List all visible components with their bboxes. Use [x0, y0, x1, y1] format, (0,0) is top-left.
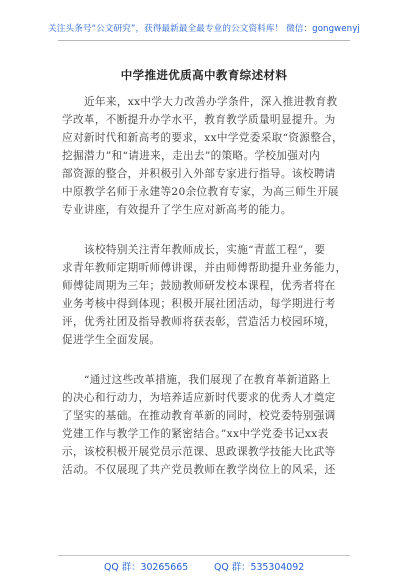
footer-qq-group-1: QQ 群：30265665 — [104, 562, 189, 573]
body-line: 近年来，xx中学大力改善办学条件，深入推进教育教 — [84, 96, 338, 108]
body-line: 示，该校积极开展党员示范课、思政课教学技能大比武等 — [62, 446, 336, 458]
body-line: 活动。不仅展现了共产党员教师在教学岗位上的风采，还 — [62, 464, 336, 476]
body-line: 业务考核中得到体现；积极开展社团活动，每学期进行考 — [62, 298, 336, 310]
body-line: 中原教学名师于永建等20余位教育专家，为高三师生开展 — [62, 186, 339, 198]
body-line: 的决心和行动力，为培养适应新时代要求的优秀人才奠定 — [62, 392, 336, 404]
body-line: 了坚实的基础。在推动教育革新的同时，校党委特别强调 — [62, 410, 336, 422]
body-line: 求青年教师定期听师傅讲课，并由师傅帮助提升业务能力， — [62, 262, 347, 274]
body-line: 学改革，不断提升办学水平，教育教学质量明显提升。为 — [62, 114, 336, 126]
body-line: 专业讲座，有效提升了学生应对新高考的能力。 — [62, 204, 292, 216]
footer-divider — [58, 555, 350, 556]
body-line: 应对新时代和新高考的要求，xx中学党委采取“资源整合， — [62, 132, 344, 144]
footer-qq-group-2: QQ 群：535304092 — [214, 562, 305, 573]
body-line: 党建工作与教学工作的紧密结合。”xx中学党委书记xx表 — [62, 428, 329, 440]
body-line: 促进学生全面发展。 — [62, 334, 161, 346]
body-line: 评，优秀社团及指导教师将获表彰，营造活力校园环境， — [62, 316, 336, 328]
body-line: 挖掘潜力”和“请进来，走出去”的策略。学校加强对内 — [62, 150, 321, 162]
header-divider — [58, 40, 350, 41]
body-line: 该校特别关注青年教师成长，实施“青蓝工程”，要 — [84, 244, 326, 256]
body-line: 部资源的整合，并积极引入外部专家进行指导。该校聘请 — [62, 168, 336, 180]
body-line: “通过这些改革措施，我们展现了在教育革新道路上 — [84, 374, 331, 386]
body-line: 师傅徒周期为三年；鼓励教师研发校本课程，优秀者将在 — [62, 280, 336, 292]
header-notice: 关注头条号“公文研究”，获得最新最全最专业的公文资料库！ 微信：gongwenyj — [48, 24, 360, 34]
document-title: 中学推进优质高中教育综述材料 — [120, 68, 288, 82]
